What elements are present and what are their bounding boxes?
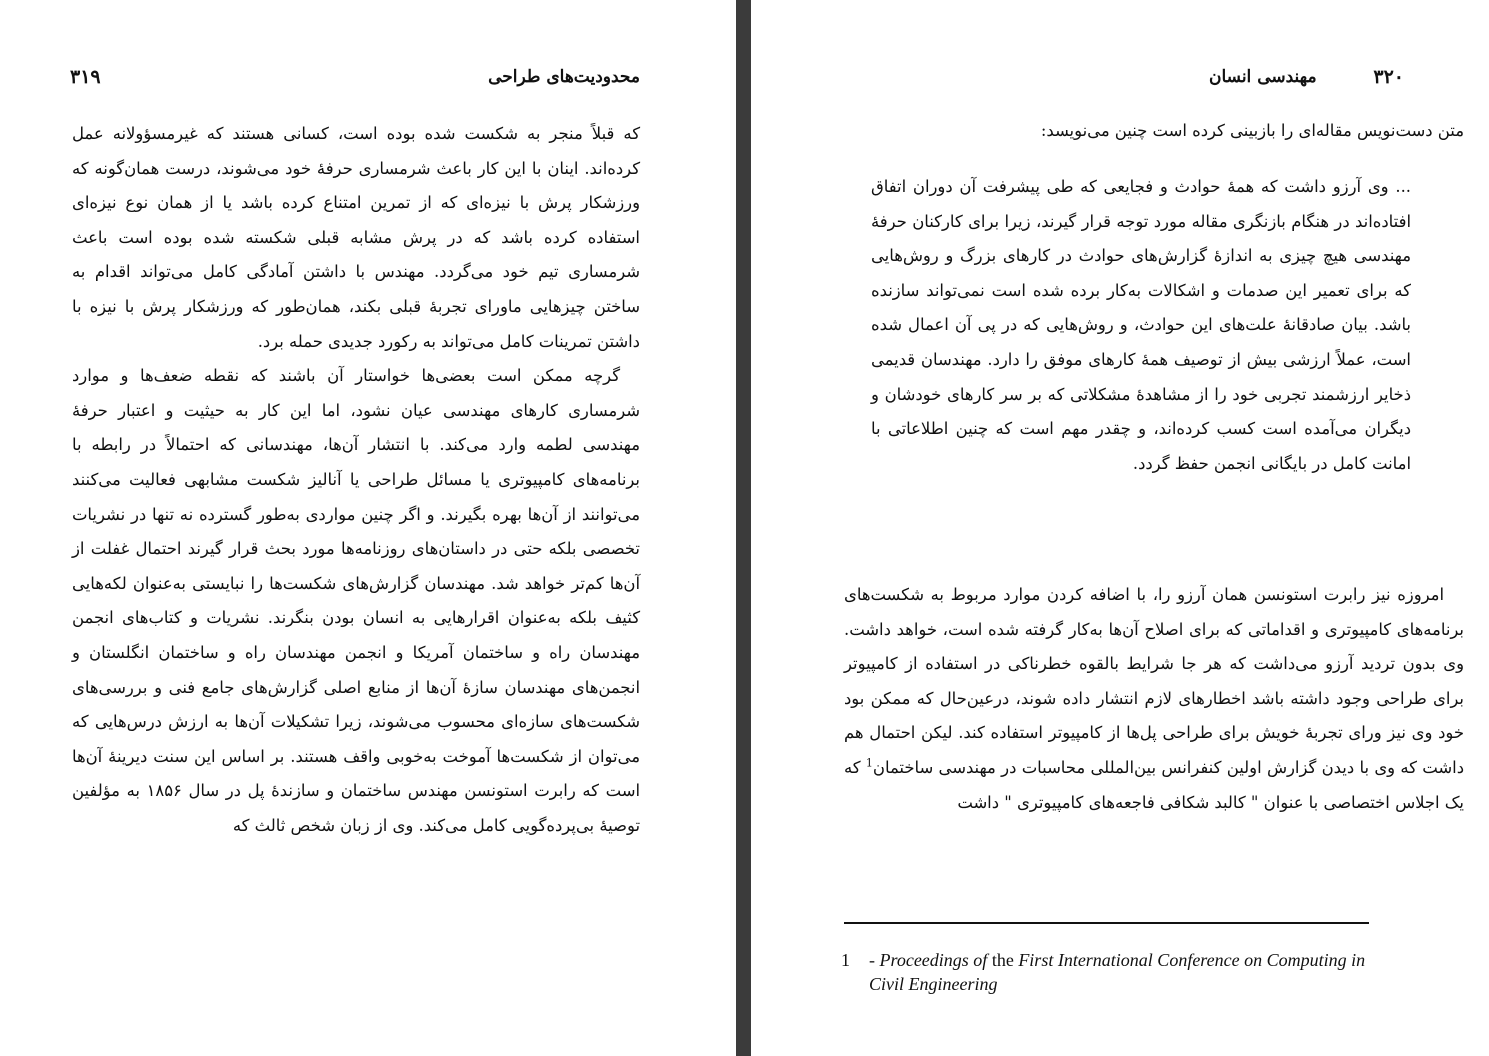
footnote-text bbox=[869, 948, 1381, 996]
paragraph-text: که یک اجلاس اختصاصی با عنوان " کالبد شکافی فاجعه‌های کامپیوتری " داشت bbox=[844, 757, 1464, 812]
footnote-number: 1 bbox=[841, 950, 850, 970]
right-page-number: ۳۲۰ bbox=[1373, 66, 1404, 88]
footnote-title-part: Proceedings of bbox=[879, 950, 988, 970]
left-page-number: ۳۱۹ bbox=[70, 66, 101, 88]
right-paragraph bbox=[844, 578, 1464, 820]
left-running-head bbox=[70, 62, 640, 92]
footnote-marker: 1 bbox=[865, 756, 873, 770]
right-running-title: مهندسی انسان bbox=[1209, 67, 1317, 87]
footnote-title-part: First International Conference on Computing in Civil Engineering bbox=[869, 950, 1366, 994]
quote-paragraph: ... وی آرزو داشت که همهٔ حوادث و فجایعی که طی پیشرفت آن دوران اتفاق افتاده‌اند در هنگام بازنگری مقاله مورد توجه قرار گیرند، زیرا برای کارکنان حرفهٔ مهندسی هیچ چیزی به اندازهٔ گزارش‌های حوادث در کارهای بزرگ و روش‌هایی که برای تعمیر این صدمات و اشکالات به‌کار برده شده است نمی‌تواند سازنده باشد. بیان صادقانهٔ علت‌های این حوادث، و روش‌هایی که در پی آن اعمال شده است، عملاً ارزشی بیش از توصیف همهٔ کارهای موفق را دارد. مهندسان قدیمی ذخایر ارزشمند تجربی خود را از مشاهدهٔ مشکلاتی که بر سر کارهای خودشان و دیگران می‌آمده است کسب کرده‌اند، و چقدر مهم است که چنین اطلاعاتی با امانت کامل در بایگانی انجمن حفظ گردد. bbox=[871, 177, 1411, 473]
right-running-head bbox=[1209, 62, 1404, 92]
left-page bbox=[0, 0, 736, 1056]
left-paragraph: گرچه ممکن است بعضی‌ها خواستار آن باشند که نقطه ضعف‌ها و موارد شرمساری کارهای مهندسی عیان نشود، اما این کار به حیثیت و اعتبار حرفهٔ مهندسی لطمه وارد می‌کند. با انتشار آن‌ها، مهندسانی که احتمالاً در رابطه با برنامه‌های کامپیوتری یا مسائل طراحی یا آنالیز شکست مشابهی فعالیت می‌کنند می‌توانند از آن‌ها بهره بگیرند. و اگر چنین مواردی به‌طور گسترده نه تنها در نشریات تخصصی بلکه حتی در داستان‌های روزنامه‌ها مورد بحث قرار گیرند احتمال غفلت از آن‌ها کم‌تر خواهد شد. مهندسان گزارش‌های شکست‌ها را نبایستی به‌عنوان لکه‌هایی کثیف بلکه به‌عنوان اقرارهایی به انسان بودن بنگرند. نشریات و کتاب‌های انجمن مهندسان راه و ساختمان آمریکا و انجمن مهندسان راه و ساختمان انگلستان و انجمن‌های مهندسان سازهٔ آن‌ها از منابع اصلی گزارش‌های جامع فنی و بررسی‌های شکست‌های سازه‌ای محسوب می‌شوند، زیرا تشکیلات آن‌ها به ارزش درس‌هایی که می‌توان از شکست‌ها آموخت به‌خوبی واقف هستند. بر اساس این سنت دیرینهٔ آن‌ها است که رابرت استونسن مهندس ساختمان و سازندهٔ پل در سال ۱۸۵۶ به مؤلفین توصیهٔ بی‌پرده‌گویی کامل می‌کند. وی از زبان شخص ثالث که bbox=[72, 366, 640, 835]
right-lead-text bbox=[844, 114, 1464, 149]
footnote-title-part: the bbox=[987, 950, 1019, 970]
footnote-divider bbox=[844, 922, 1369, 924]
lead-paragraph: متن دست‌نویس مقاله‌ای را بازبینی کرده است چنین می‌نویسد: bbox=[1040, 121, 1464, 140]
block-quote bbox=[871, 170, 1411, 481]
book-gutter bbox=[736, 0, 751, 1056]
left-body-text bbox=[72, 117, 640, 843]
footnote bbox=[841, 948, 1381, 996]
right-page bbox=[751, 0, 1489, 1056]
paragraph-text: امروزه نیز رابرت استونسن همان آرزو را، با اضافه کردن موارد مربوط به شکست‌های برنامه‌های کامپیوتری و اقداماتی که برای اصلاح آن‌ها به‌کار گرفته شده است، خواهد داشت. وی بدون تردید آرزو می‌داشت که هر جا شرایط بالقوه خطرناکی در استفاده از کامپیوتر برای طراحی وجود داشته باشد اخطارهای لازم انتشار داده شوند، درعین‌حال که ممکن بود خود وی نیز ورای تجربهٔ خویش برای طراحی پل‌ها از کامپیوتر استفاده کند. لیکن احتمال هم داشت که وی با دیدن گزارش اولین کنفرانس بین‌المللی محاسبات در مهندسی ساختمان bbox=[844, 585, 1464, 777]
left-running-title: محدودیت‌های طراحی bbox=[488, 67, 640, 87]
footnote-dash: - bbox=[869, 950, 880, 970]
left-paragraph: که قبلاً منجر به شکست شده بوده است، کسانی هستند که غیرمسؤولانه عمل کرده‌اند. اینان با این کار باعث شرمساری حرفهٔ خود می‌شوند، درست همان‌گونه که ورزشکار پرش با نیزه‌ای که از تمرین امتناع کرده باشد یا از همان نوع نیزه‌ای استفاده کرده باشد که در پرش مشابه قبلی شکسته شده بوده است باعث شرمساری تیم خود می‌گردد. مهندس با داشتن آمادگی کامل می‌تواند اقدام به ساختن چیزهایی ماورای تجربهٔ قبلی بکند، همان‌طور که ورزشکار پرش با نیزه با داشتن تمرینات کامل می‌تواند به رکورد جدیدی حمله برد. bbox=[72, 124, 640, 351]
right-body-text bbox=[844, 578, 1464, 820]
